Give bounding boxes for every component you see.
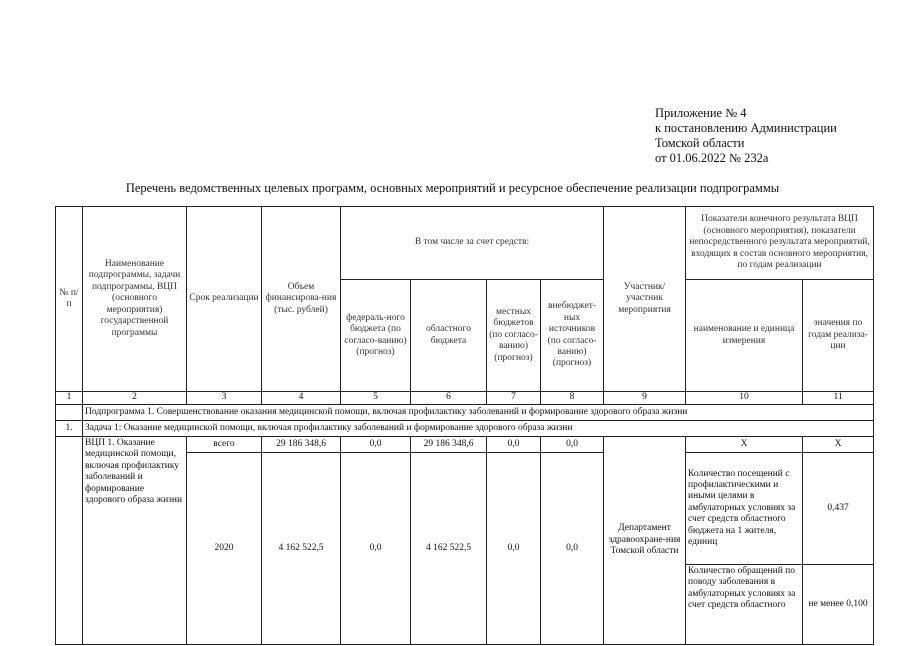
header-local: местных бюджетов (по согласо-ванию) (прогноз) xyxy=(487,280,541,392)
col-number: 4 xyxy=(262,392,341,405)
header-name: Наименование подпрограммы, задачи подпрограммы, ВЦП (основного мероприятия) государственной программы xyxy=(83,207,187,392)
header-indicators-group: Показатели конечного результата ВЦП (основного мероприятия), показатели непосредственного результата мероприятий, входящих в состав основного мероприятия, по годам реализации xyxy=(686,207,874,280)
programs-table-wrapper xyxy=(55,206,874,646)
total-extra: 0,0 xyxy=(541,437,604,453)
y2020-extra: 0,0 xyxy=(541,453,604,645)
total-federal: 0,0 xyxy=(341,437,411,453)
col-number: 1 xyxy=(56,392,83,405)
header-volume: Объем финансирова-ния (тыс. рублей) xyxy=(262,207,341,392)
total-regional: 29 186 348,6 xyxy=(411,437,487,453)
document-title: Перечень ведомственных целевых программ, основных мероприятий и ресурсное обеспечение реализации подпрограммы xyxy=(125,181,780,195)
col-number: 8 xyxy=(541,392,604,405)
y2020-term: 2020 xyxy=(187,453,262,645)
y2020-volume: 4 162 522,5 xyxy=(262,453,341,645)
vcp-total-row xyxy=(56,437,874,453)
header-regional: областного бюджета xyxy=(411,280,487,392)
total-term: всего xyxy=(187,437,262,453)
programs-table xyxy=(55,206,874,645)
header-sources-group: В том числе за счет средств: xyxy=(341,207,604,280)
col-number: 2 xyxy=(83,392,187,405)
col-number: 9 xyxy=(604,392,686,405)
appendix-line: Приложение № 4 xyxy=(655,106,747,120)
header-extra: внебюджет-ных источников (по согласо-ванию) (прогноз) xyxy=(541,280,604,392)
total-local: 0,0 xyxy=(487,437,541,453)
total-ind-name: Х xyxy=(686,437,803,453)
col-number: 11 xyxy=(803,392,874,405)
appendix-block xyxy=(655,106,895,166)
y2020-local: 0,0 xyxy=(487,453,541,645)
col-number: 5 xyxy=(341,392,411,405)
col-number: 10 xyxy=(686,392,803,405)
participant: Департамент здравоохране-ния Томской области xyxy=(604,437,686,645)
column-numbers-row xyxy=(56,392,874,405)
appendix-line: к постановлению Администрации xyxy=(655,121,837,135)
y2020-federal: 0,0 xyxy=(341,453,411,645)
appendix-line: Томской области xyxy=(655,136,745,150)
y2020-regional: 4 162 522,5 xyxy=(411,453,487,645)
header-num: № п/п xyxy=(56,207,83,392)
header-ind-value: значения по годам реализа-ции xyxy=(803,280,874,392)
task-num: 1. xyxy=(56,421,83,437)
task-row xyxy=(56,421,874,437)
header-ind-name: наименование и единица измерения xyxy=(686,280,803,392)
appendix-line: от 01.06.2022 № 232а xyxy=(655,151,769,165)
subprogram-row xyxy=(56,405,874,421)
total-ind-value: Х xyxy=(803,437,874,453)
indicator-1-value: 0,437 xyxy=(803,453,874,565)
header-participant: Участник/ участник мероприятия xyxy=(604,207,686,392)
col-number: 3 xyxy=(187,392,262,405)
indicator-2-value: не менее 0,100 xyxy=(803,565,874,645)
indicator-2-name: Количество обращений по поводу заболевания в амбулаторных условиях за счет средств областного xyxy=(686,565,803,645)
col-number: 6 xyxy=(411,392,487,405)
col-number: 7 xyxy=(487,392,541,405)
vcp-name: ВЦП 1. Оказание медицинской помощи, включая профилактику заболеваний и формирование здорового образа жизни xyxy=(83,437,187,645)
header-term: Срок реализации xyxy=(187,207,262,392)
task-title: Задача 1: Оказание медицинской помощи, включая профилактику заболеваний и формирование здорового образа жизни xyxy=(83,421,874,437)
header-federal: федераль-ного бюджета (по согласо-ванию) (прогноз) xyxy=(341,280,411,392)
subprogram-title: Подпрограмма 1. Совершенствование оказания медицинской помощи, включая профилактику заболеваний и формирование здорового образа жизни xyxy=(83,405,874,421)
indicator-1-name: Количество посещений с профилактическими и иными целями в амбулаторных условиях за счет средств областного бюджета на 1 жителя, единиц xyxy=(686,453,803,565)
total-volume: 29 186 348,6 xyxy=(262,437,341,453)
